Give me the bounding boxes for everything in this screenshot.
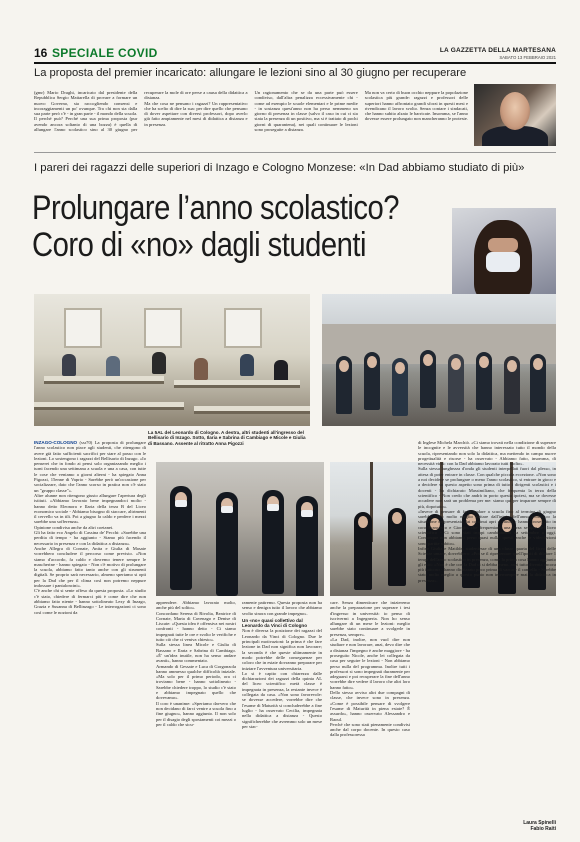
article-paragraph: «La Dad, inoltre, non vuol dire non studiare e non lavorare, anzi, devo dire che a distanza l'impegno è anche maggiore - ha proseguito Nicole, anche lei collegata da casa per seguire le lezioni - Non abbiamo perso nulla del programma. Inoltre tutti i professori si sono impegnati duramente per adeguarsi e poi recuperare la fine dell'anno vorrebbe dire vedere il lavoro che altri loro hanno fatto».: [330, 637, 410, 690]
photo-student: [106, 356, 120, 378]
page-number: 16: [34, 46, 48, 60]
article-paragraph: Sulla stessa lunghezza d'onda gli studenti interpellati fuori dal plesso, in attesa di poter entrare in classe. Con qualche piccola eccezione. «Non sono a noi decidere se prolungare o meno l'anno scolastico, si entrare in gioco e a decidere su questo aspetto sono prima di tutto i dirigenti scolastici e i docenti - ha dichiarato Massimiliano, che frequenta la terza della scientifico - Non credo che andrà in porto questa ipotesi, ma se dovesse accadere non sarà un problema per me: siamo qui per imparare sempre di più, dopotutto».: [418, 466, 556, 509]
photo-student: [296, 496, 318, 596]
photo-caption: La 5AL del Leonardo di Cologno. A destra, altri studenti all'ingresso del Bellisario di Inzago. Sotto, Ilaria e Sabrina di Cambiago e Micole e Giulia di Bassano. Assente al ritratto Anna Pigozzi: [148, 430, 306, 446]
article-paragraph: Concordano Serena di Rivolta, Beatrice di Cornate, Marta di Cavenago e Denise di Liscate: «Questa idea è offensiva nei nostri confronti - hanno detto - Ci siamo impegnati tutte le ore e svolto le verifiche e tutto ciò che ci veniva chiesto».: [156, 610, 236, 643]
article-paragraph: Infine Giulia e Matilde, studentesse di una classe quarta del liceo delle Scienze umane, dovrebbero: «Poi se il ripresentare quell'iposti di dilatare 1 tempi dell'anno scolastico in presenza, come la prima cosa hanno aggiunto gli esiti: «Non è che con la Dad ci si debba meno, anzi tutto diventa ancora più faticoso - hanno dichiarato poco prima di varcare il cancello - Sarebbe stato molto meglio a questo punto non interrompere mai la didattica in presenza».: [418, 545, 556, 583]
photo-student: [354, 512, 372, 590]
article-paragraph: ramente patiremo. Questa proposta non ha senso e denigra tutto il lavoro che abbiamo svolto sinora con grande impegno».: [242, 600, 322, 616]
top-article-paragraph: Ma che cosa ne pensano i ragazzi? Un rappresentativo che ha scelto di dire la sua: per dire quello che pensano di dover aspettare con diversi professori, dopo averlo già fatto ampiamente nel mesi di didattica a distanza e in presenza.: [144, 100, 248, 127]
photo-student: [504, 356, 520, 414]
photo-window: [64, 308, 102, 348]
article-paragraph: «Invece di pensare di farci andare a scuola fino al termine di giugno sarebbe stato molto meglio evitare dall'inizio dell'anno scolastico la situazione rappresentata dai continui apri e chiudi - hanno proseguito in coro Francesco e Giorgio, che frequentano una terza sempre del liceo scientifico - Ci sono stati troppi cambiamenti da settembre a oggi. Comunque non abbiamo perso quasi nulla: questi anche le videolezioni sono partite subito».: [418, 508, 556, 546]
photo-student: [448, 354, 464, 412]
masthead-title: LA GAZZETTA DELLA MARTESANA: [439, 47, 556, 55]
article-headline: [32, 190, 410, 264]
photo-desk: [174, 380, 300, 388]
byline-author: Laura Spinelli: [523, 820, 556, 826]
article-paragraph: Altre alunne non ritengono giusto allungare l'apertura degli istituti. «Abbiamo lavorato bene impegnandoci molto - hanno detto Eleonora e Ilaria della terza B del Liceo economico sociale - Abbiamo bisogno di staccare, altrimenti il cervello va in tilt. Poi a giugno fa caldo e perdere i mezzi sarebbe una sofferenza».: [34, 492, 146, 525]
page-header: [34, 44, 556, 60]
top-article-paragraph: (gmr) Mario Draghi, incaricato dal presidente della Repubblica Sergio Mattarella di provare a formare un nuovo Governo, sta raccogliendo consensi e incoraggiamenti un po' ovunque. Tra chi non sta dalla sua parte però c'è - in gran parte - il mondo della scuola. Il perché può? Perché una sua prima proposta (pur avendo ancora soltanto di una bozza) è quella di allungare l'anno scolastico sino al 30 giugno per recuperare la mole di ore perse a causa della didattica a distanza.: [34, 90, 248, 133]
article-subhead: Un «no» quasi collettivo dal Leonardo da Vinci di Cologno: [242, 617, 307, 629]
article-paragraph: Opinione condivisa anche da altri coetanei.: [34, 524, 114, 530]
article-column-5: [418, 440, 556, 820]
masthead-date: SABATO 13 FEBBRAIO 2021: [499, 54, 556, 60]
photo-building: [322, 324, 556, 364]
article-paragraph: C'è anche chi si sente offeso da questa proposta. «Lo studio c'è stato, chiedere di fermarci più è come dire che non abbiamo fatto niente - hanno sottolineato Lexy di Inzago, Grazia e Susanna di Bellinzago - Le interrogazioni ci sono così come le nozioni da: [34, 588, 146, 615]
article-paragraph: Armando di Gessate e Luca di Gorgonzola hanno ammesso qualche difficoltà iniziale. «Ma solo per il primo periodo, ora ci troviamo bene - hanno sottolineato - Sarebbe chiedere troppo, lo studio c'è stato e abbiamo impegnato quello che dovevamo».: [156, 663, 236, 701]
dateline: INZAGO-COLOGNO: [34, 440, 78, 445]
photo-student: [388, 508, 406, 586]
byline-author: Fabio Raiti: [530, 826, 556, 832]
article-column-1: [34, 440, 146, 835]
school-entrance-photo: [322, 294, 556, 426]
article-paragraph: care. Senza dimenticare che inizieremo anche la preparazione per superare i test d'ingresso in università: io penso di iscrivermi a Ingegneria. Non ho senso allungare di un mese le lezioni: meglio sarebbe stato continuare a svolgerle in presenza, sempre».: [330, 600, 410, 637]
article-paragraph: [34, 440, 146, 493]
photo-face: [488, 238, 518, 252]
article-paragraph: Il coro è unanime: «Speriamo davvero che non decidano di farci venire a scuola fino a fine giugno», hanno aggiunto. Il non solo per il disagio degli spostamenti coi mezzi o per il caldo che sicu-: [156, 700, 236, 727]
photo-student: [170, 486, 192, 590]
photo-window: [144, 308, 182, 348]
top-article-paragraph: Un ragionamento che se da una parte può essere condiviso, dall'altra penalizza eccessivamente chi - come ad esempio le scuole elementari e le prime medie - in sostanza quest'anno non ha perso nemmeno un giorno di presenza in classe (salvo il caso in cui ci sia stata la presenza di un positivo, ma si è trattato di pochi giorni di quarantena), nei quali continuare le lezioni sono proseguite a distanza.: [254, 90, 358, 133]
article-paragraph: Anche Allegra di Cornate, Anita e Giulia di Masate vorrebbero concludere il percorso come previsto. «Non siamo d'accordo, fa caldo e dovremo tenere sempre le mascherine - hanno spiegato - Non c'è motivo di prolungare la scuola, abbiamo fatto tanto anche con gli strumenti digitali. Se proprio sarà necessario, almeno speriamo si opti per la Dad che per il clima così non potremo neppure indossare i pantaloncini».: [34, 545, 146, 589]
photo-student: [152, 352, 166, 374]
article-paragraph: apprendere. Abbiamo lavorato molto, anche più del solito».: [156, 600, 236, 611]
article-paragraph: di Inglese Michela Marchiò. «Ci siamo trovati nella condizione di superare le incognite e le avversità che hanno interessato tutto il mondo della scuola, ripresentando non solo la didattica, ma mettendo in campo nuove progettualità e risorse - ha osservato - Abbiamo fatto, insomma, di necessità virtù: con la Dad abbiamo lavorato tutti molto».: [418, 440, 556, 467]
classroom-photo: [34, 294, 310, 426]
four-students-photo: [156, 462, 324, 596]
article-paragraph: Lo si è capito con chiarezza dalle dichiarazioni dei ragazzi della quinta AL del liceo scientifico metà classe è impegnata in presenza, la restante invece è collegata da casa. «Non sono favorevole: se dovesse accedere, vorrebbe dire che l'esame di Maturità si concluderebbe a fine luglio - ha osservato Cecilia, impegnata nella didattica a distanza - Questo significherebbe che avremmo solo un mese per stac-: [242, 670, 322, 729]
article-column-4: [330, 600, 410, 835]
headline-line-2: Coro di «no» dagli studenti: [32, 226, 366, 264]
student-masked-photo: [452, 208, 556, 302]
photo-desk: [44, 376, 164, 384]
photo-student: [336, 356, 352, 414]
article-paragraph: Dello stesso avviso altri due compagni di classe, che invece sono in presenza. «Come è possibile pensare di svolgere l'esame di Maturità in piena estate? È assurdo», hanno osservato Alessandro e Raoul.: [330, 690, 410, 722]
byline: [470, 820, 556, 832]
article-column-3: [242, 600, 322, 835]
photo-student: [62, 354, 76, 376]
photo-student: [476, 352, 492, 410]
photo-desk: [34, 402, 184, 410]
article-column-2: [156, 600, 236, 835]
section-title: SPECIALE COVID: [52, 46, 158, 60]
article-text: La proposta di prolungare l'anno scolastico non piace agli studenti, che ritengono di avere già fatto sufficienti sacrifici per stare al passo con le lezioni. Lo sostengono i ragazzi del Bellisario di Inzago. «Io penserei che in fondo ai pensi solo organizzando meglio i turni facendo una settimana a scuola e una a casa, con tutte le cose che veniamo a giorni alterni - ha spiegato Anna Pigozzi, 15enne di Vaprio - Sarebbe però un'occasione per socializzare, dato che l'anno scorso in pratica non c'è stato un "gruppo classe"».: [34, 440, 146, 493]
photo-student: [392, 358, 408, 416]
photo-student: [262, 490, 284, 594]
premier-portrait-photo: [474, 84, 556, 146]
photo-desk: [194, 406, 310, 414]
photo-student: [420, 350, 436, 408]
article-paragraph: Gli ha fatto eco Angelo di Cassina de' Pecchi: «Sarebbe una perdita di tempo - ha aggiunto - Siamo più facendo il necessario in presenza e con la didattica a distanza».: [34, 530, 146, 546]
photo-student: [530, 354, 546, 412]
photo-student: [240, 354, 254, 376]
article-paragraph: Non è diversa la posizione dei ragazzi del Leonardo da Vinci di Cologno. Due le principali motivazioni: la prima è che fare lezione in Dad non significa non lavorare; la seconda è che queste ultimamente in modo potrebbe delle conseguenze per coloro che in estate dovranno preparare per iniziare l'avventura universitaria.: [242, 628, 322, 671]
photo-window: [224, 308, 262, 348]
masthead: [440, 48, 556, 60]
photo-student: [216, 492, 238, 596]
photo-student: [274, 360, 288, 382]
header-rule: [34, 62, 556, 64]
top-article-title: La proposta del premier incaricato: allungare le lezioni sino al 30 giugno per recuperare: [34, 67, 467, 79]
headline-line-1: Prolungare l’anno scolastico?: [32, 189, 400, 227]
article-paragraph: Perché che sono stati pienamente condivisi anche dal corpo docente. In questo caso dalla professoressa: [330, 721, 410, 738]
article-paragraph: Sulla stessa linea Micole e Giulia di Bassano e Ilaria e Sabrina di Cambiago. «È' un'idea inutile, non ha senso andare avanti», hanno commentato.: [156, 642, 236, 664]
top-article-body: [34, 90, 468, 142]
top-article-paragraph: Ma non va certo di buon occhio neppure la popolazione scolastica più grande: ragazzi e professori delle superiori hanno affrontato grandi sforzi in questi mesi e rivendicano il lavoro svolto. Senza contare i sindacati, che hanno subito alzato le barricate. Insomma, se l'anno dovesse essere prolungato non mancheranno le proteste.: [364, 90, 468, 122]
portrait-face: [500, 92, 530, 130]
dateline-tag: (ssr70): [79, 440, 93, 445]
section-divider: [34, 152, 556, 153]
photo-student: [364, 352, 380, 410]
article-kicker: I pareri dei ragazzi delle superiori di Inzago e Cologno Monzese: «In Dad abbiamo studiato di più»: [34, 162, 525, 174]
photo-student: [194, 358, 208, 380]
photo-mask: [486, 252, 520, 272]
